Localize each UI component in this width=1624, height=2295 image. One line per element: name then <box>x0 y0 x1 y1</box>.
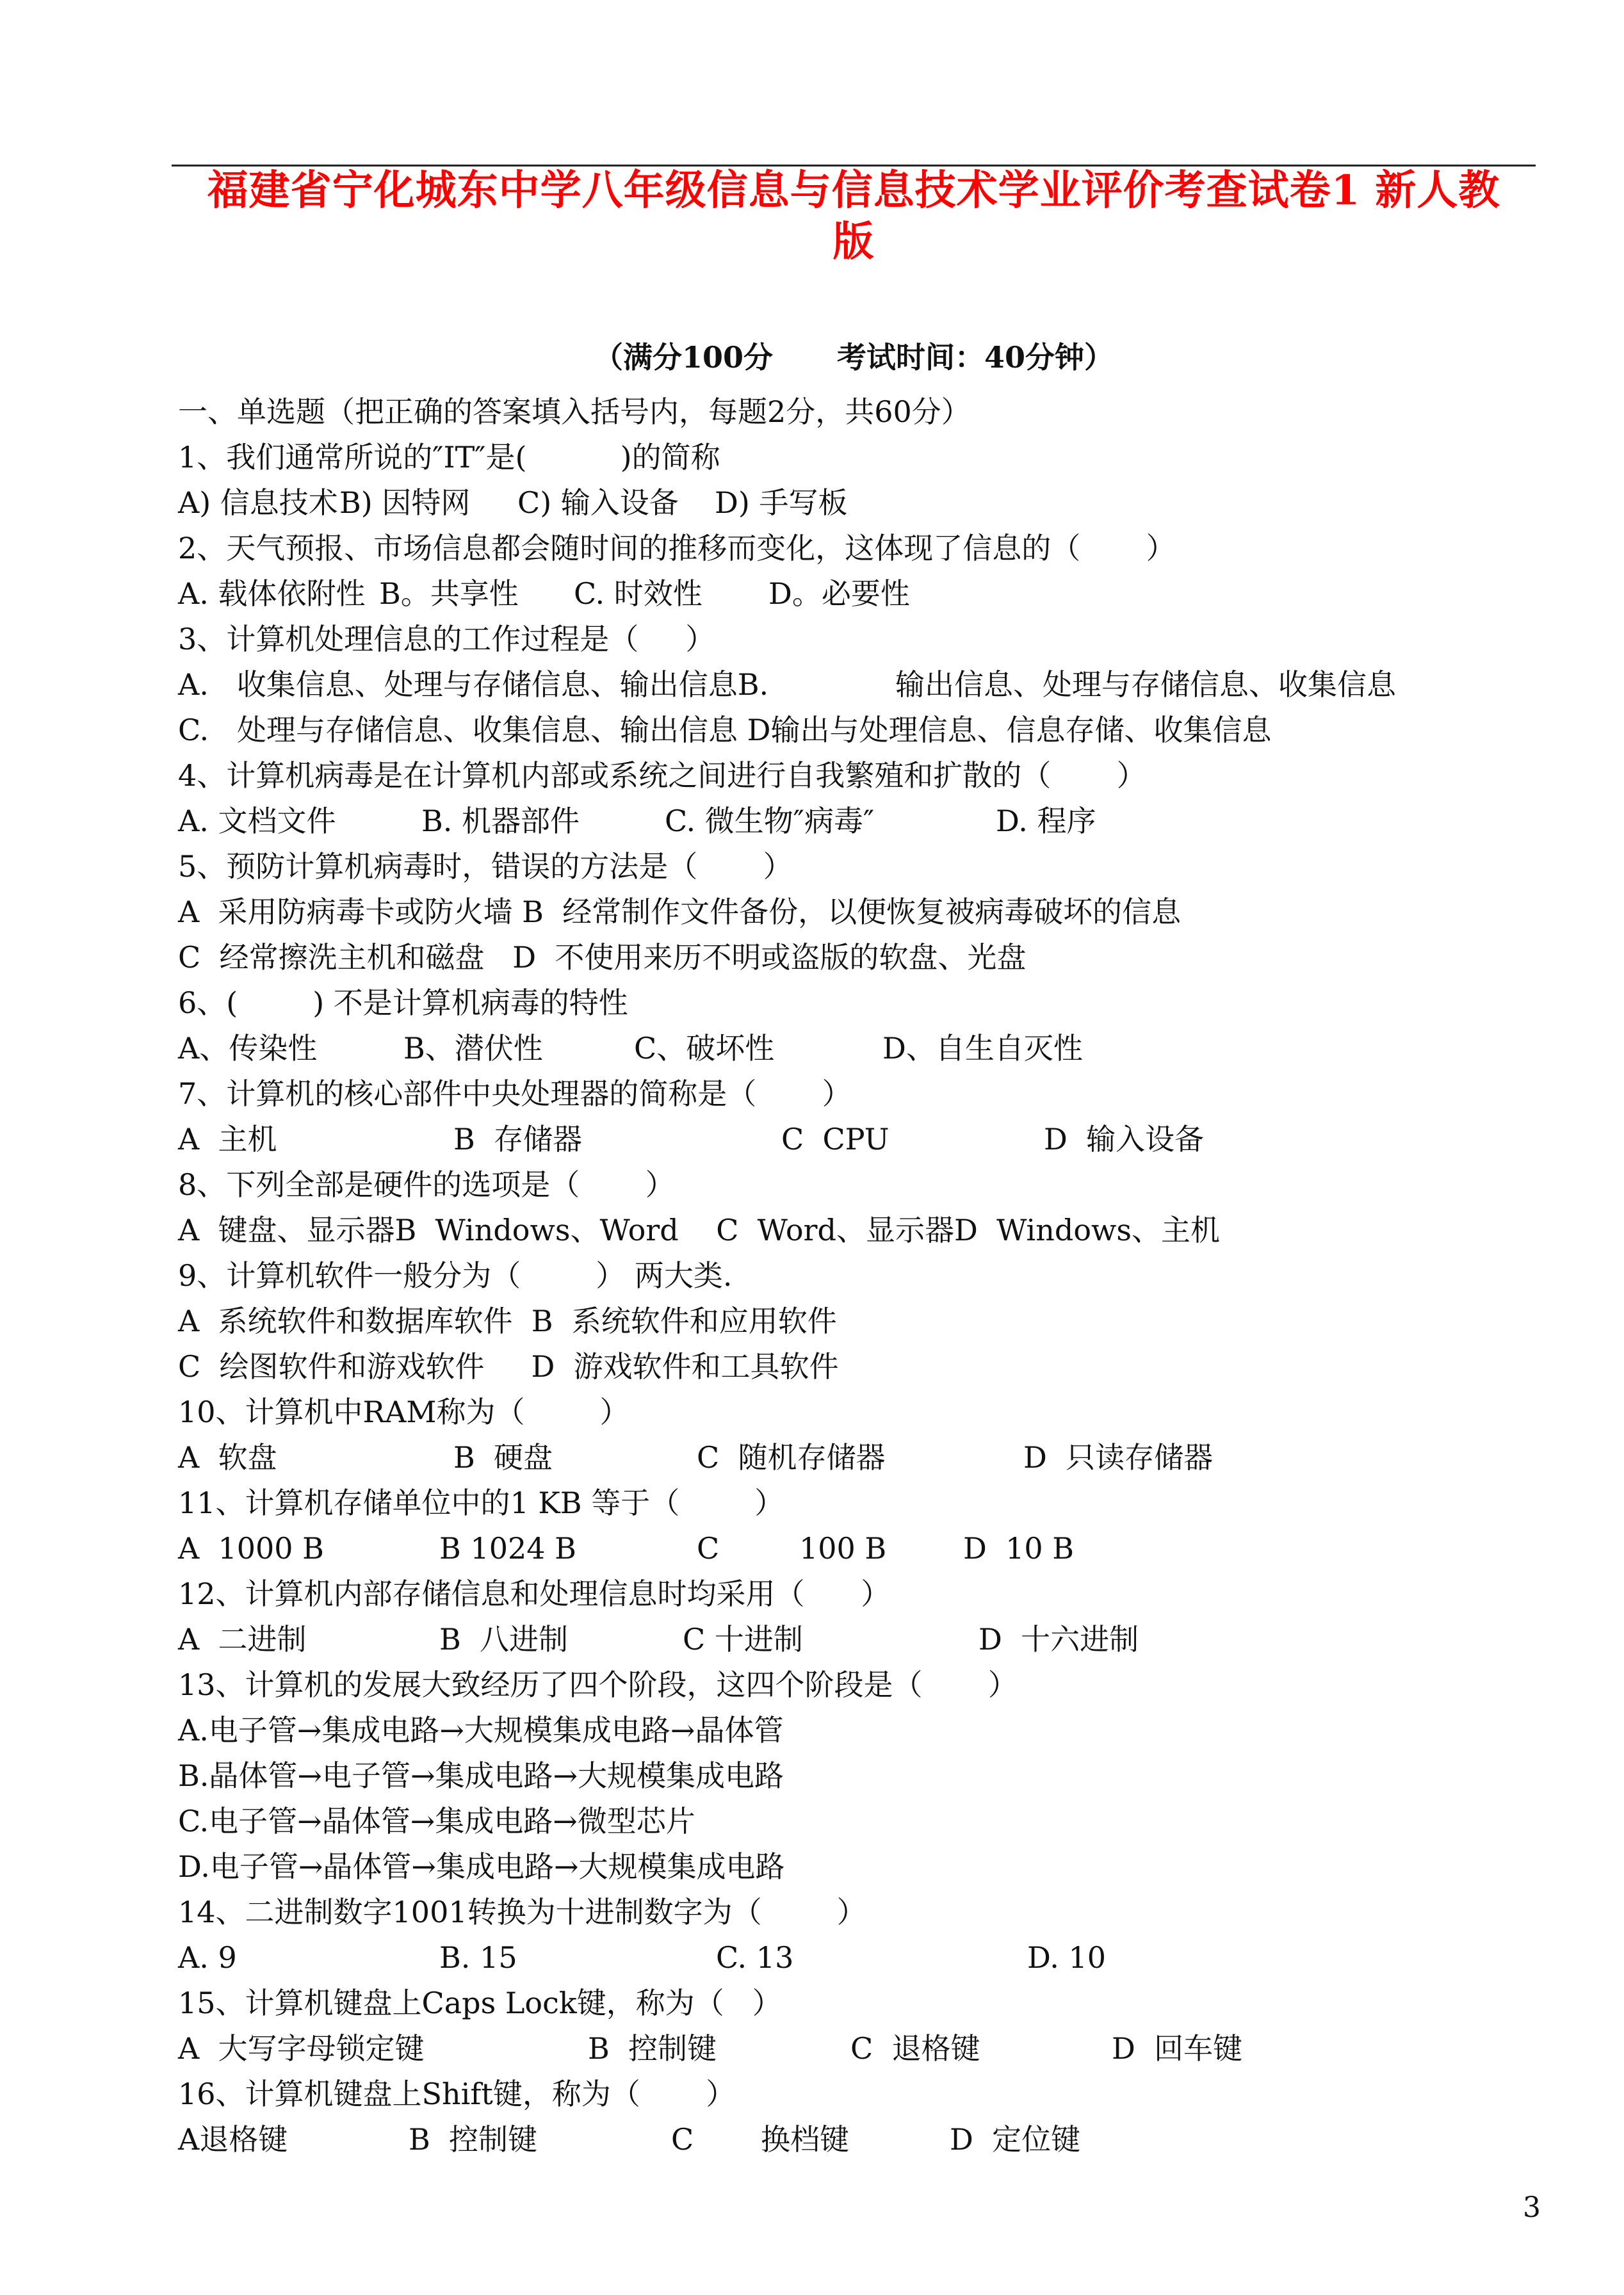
options-11 <box>178 1526 1536 1571</box>
options-10 <box>178 1435 1536 1480</box>
question-text: 4、计算机病毒是在计算机内部或系统之间进行自我繁殖和扩散的（ ） <box>178 758 1146 793</box>
page-number: 3 <box>1523 2191 1541 2224</box>
option-c-d: C. 处理与存储信息、收集信息、输出信息 D输出与处理信息、信息存储、收集信息 <box>178 713 1272 747</box>
option-c: C. 13 <box>716 1940 794 1975</box>
question-11 <box>178 1480 1536 1526</box>
option-d: D 只读存储器 <box>1023 1440 1214 1475</box>
document-title <box>172 165 1536 268</box>
question-1 <box>178 435 1536 480</box>
question-7 <box>178 1071 1536 1117</box>
option-d: D. 程序 <box>996 804 1096 838</box>
option-a: A. 文档文件 <box>178 804 336 838</box>
option-13b <box>178 1753 1536 1799</box>
options-6 <box>178 1026 1536 1071</box>
question-text: 11、计算机存储单位中的1 KB 等于（ ） <box>178 1486 784 1520</box>
section-header <box>178 389 1536 435</box>
full-score: （满分100分 <box>593 340 773 375</box>
option-b: B. 机器部件 <box>421 804 580 838</box>
question-text: 1、我们通常所说的″IT″是( )的简称 <box>178 440 720 474</box>
options-7 <box>178 1117 1536 1162</box>
options-16 <box>178 2117 1536 2162</box>
option-a: A. 收集信息、处理与存储信息、输出信息B. <box>178 667 769 702</box>
question-text: 10、计算机中RAM称为（ ） <box>178 1395 629 1429</box>
option-c-d: C 经常擦洗主机和磁盘 D 不使用来历不明或盗版的软盘、光盘 <box>178 940 1027 975</box>
question-text: 6、( ) 不是计算机病毒的特性 <box>178 985 628 1020</box>
option-c: C CPU <box>781 1122 889 1156</box>
option-d: D.电子管→晶体管→集成电路→大规模集成电路 <box>178 1849 785 1884</box>
option-b: B.晶体管→电子管→集成电路→大规模集成电路 <box>178 1758 784 1793</box>
question-4 <box>178 753 1536 799</box>
option-c: C.电子管→晶体管→集成电路→微型芯片 <box>178 1804 695 1838</box>
option-c: C <box>697 1531 720 1566</box>
option-a: A退格键 <box>178 2122 288 2157</box>
question-2 <box>178 526 1536 571</box>
question-13 <box>178 1662 1536 1708</box>
option-d: D 回车键 <box>1112 2031 1243 2066</box>
option-13d <box>178 1844 1536 1890</box>
question-text: 3、计算机处理信息的工作过程是（ ） <box>178 622 715 656</box>
option-c-value: 换档键 <box>761 2122 849 2157</box>
option-d: D. 10 <box>1027 1940 1107 1975</box>
option-c: C 十进制 <box>683 1622 803 1657</box>
option-c-d: C 绘图软件和游戏软件 D 游戏软件和工具软件 <box>178 1349 839 1384</box>
option-b: 输出信息、处理与存储信息、收集信息 <box>895 667 1396 702</box>
options-3a <box>178 662 1536 708</box>
option-b: B 八进制 <box>439 1622 569 1657</box>
title-line-1: 福建省宁化城东中学八年级信息与信息技术学业评价考查试卷1 新人教 <box>207 166 1500 215</box>
option-b: B 存储器 <box>453 1122 583 1156</box>
option-a: A. 载体依附性 <box>178 576 366 611</box>
option-c: C 退格键 <box>850 2031 980 2066</box>
option-b: B 控制键 <box>409 2122 538 2157</box>
option-a: A 二进制 <box>178 1622 307 1657</box>
option-c: C. 时效性 <box>574 576 702 611</box>
question-text: 8、下列全部是硬件的选项是（ ） <box>178 1167 675 1202</box>
option-b: B 硬盘 <box>453 1440 553 1475</box>
options-1 <box>178 480 1536 526</box>
question-6 <box>178 980 1536 1026</box>
question-text: 14、二进制数字1001转换为十进制数字为（ ） <box>178 1895 866 1929</box>
option-a-d: A 键盘、显示器B Windows、Word C Word、显示器D Windows、主机 <box>178 1213 1221 1247</box>
option-13a <box>178 1708 1536 1753</box>
question-16 <box>178 2072 1536 2117</box>
question-text: 9、计算机软件一般分为（ ） 两大类. <box>178 1258 733 1293</box>
options-8 <box>178 1208 1536 1253</box>
question-text: 16、计算机键盘上Shift键，称为（ ） <box>178 2077 736 2111</box>
options-3b <box>178 708 1536 753</box>
option-a: A 主机 <box>178 1122 277 1156</box>
option-a: A 软盘 <box>178 1440 277 1475</box>
option-d: D 10 B <box>963 1531 1075 1566</box>
option-d: D。必要性 <box>768 576 910 611</box>
question-10 <box>178 1390 1536 1435</box>
options-5b <box>178 935 1536 980</box>
option-b: B 1024 B <box>439 1531 576 1566</box>
options-5a <box>178 889 1536 935</box>
option-a: A、传染性 <box>178 1031 318 1066</box>
option-a: A 大写字母锁定键 <box>178 2031 425 2066</box>
exam-time: 考试时间：40分钟） <box>837 340 1114 375</box>
option-b: B。共享性 <box>379 576 519 611</box>
exam-info <box>172 338 1536 377</box>
question-text: 7、计算机的核心部件中央处理器的简称是（ ） <box>178 1076 852 1111</box>
options-4 <box>178 799 1536 844</box>
option-c: C. 微生物″病毒″ <box>665 804 875 838</box>
section-header-text: 一、单选题（把正确的答案填入括号内，每题2分，共60分） <box>178 394 971 429</box>
option-c: C 随机存储器 <box>697 1440 886 1475</box>
question-9 <box>178 1253 1536 1299</box>
option-b: B. 15 <box>439 1940 517 1975</box>
option-d: D、自生自灭性 <box>882 1031 1083 1066</box>
option-d: D) 手写板 <box>715 485 848 520</box>
option-d: D 十六进制 <box>978 1622 1139 1657</box>
option-a: A) 信息技术 <box>178 485 338 520</box>
option-a-b: A 采用防病毒卡或防火墙 B 经常制作文件备份，以便恢复被病毒破坏的信息 <box>178 895 1181 929</box>
question-text: 5、预防计算机病毒时，错误的方法是（ ） <box>178 849 793 884</box>
question-text: 13、计算机的发展大致经历了四个阶段，这四个阶段是（ ） <box>178 1667 1018 1702</box>
option-a: A 1000 B <box>178 1531 324 1566</box>
option-c-value: 100 B <box>799 1531 887 1566</box>
option-d: D 输入设备 <box>1044 1122 1205 1156</box>
option-b: B) 因特网 <box>339 485 471 520</box>
option-b: B 控制键 <box>588 2031 717 2066</box>
options-9a <box>178 1299 1536 1344</box>
options-2 <box>178 571 1536 617</box>
option-c: C) 输入设备 <box>517 485 679 520</box>
question-12 <box>178 1571 1536 1617</box>
option-c: C <box>671 2122 694 2157</box>
options-15 <box>178 2026 1536 2072</box>
title-line-2: 版 <box>832 218 875 266</box>
option-c: C、破坏性 <box>634 1031 775 1066</box>
question-15 <box>178 1981 1536 2026</box>
options-12 <box>178 1617 1536 1662</box>
question-text: 12、计算机内部存储信息和处理信息时均采用（ ） <box>178 1577 891 1611</box>
option-a: A. 9 <box>178 1940 237 1975</box>
option-d: D 定位键 <box>950 2122 1081 2157</box>
question-list <box>178 389 1536 2162</box>
question-5 <box>178 844 1536 889</box>
option-a-b: A 系统软件和数据库软件 B 系统软件和应用软件 <box>178 1304 837 1338</box>
option-a: A.电子管→集成电路→大规模集成电路→晶体管 <box>178 1713 784 1748</box>
option-13c <box>178 1799 1536 1844</box>
question-14 <box>178 1890 1536 1935</box>
question-text: 2、天气预报、市场信息都会随时间的推移而变化，这体现了信息的（ ） <box>178 531 1176 565</box>
question-3 <box>178 617 1536 662</box>
question-text: 15、计算机键盘上Caps Lock键，称为（ ） <box>178 1986 782 2020</box>
option-b: B、潜伏性 <box>403 1031 543 1066</box>
question-8 <box>178 1162 1536 1208</box>
options-14 <box>178 1935 1536 1981</box>
options-9b <box>178 1344 1536 1390</box>
